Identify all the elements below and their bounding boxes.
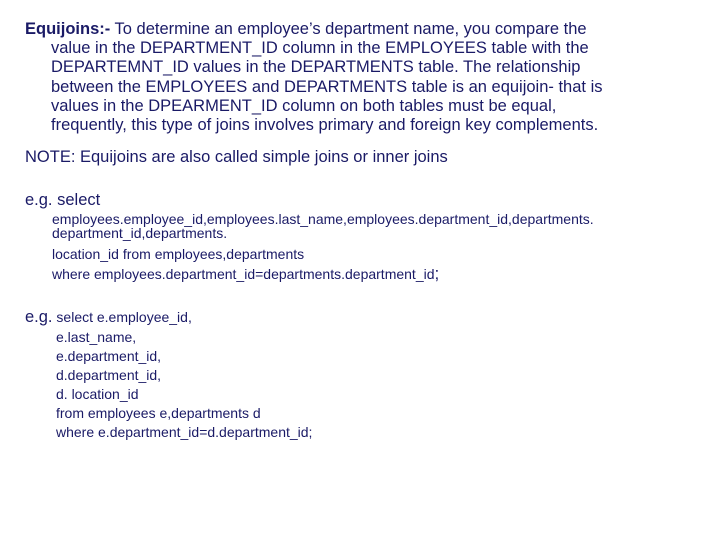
paragraph-line bbox=[25, 20, 705, 39]
example2-eg: e.g. bbox=[25, 308, 53, 326]
example2-sql bbox=[56, 328, 312, 442]
sql-line: location_id from employees,departments bbox=[52, 245, 305, 262]
sql-text: where employees.department_id=departments.department_id bbox=[52, 266, 435, 282]
sql-line: e.last_name, bbox=[56, 329, 137, 345]
sql-line: e.department_id, bbox=[56, 348, 162, 364]
paragraph-line: values in the DPEARMENT_ID column on both tables must be equal, bbox=[51, 96, 557, 115]
note-text: NOTE: Equijoins are also called simple joins or inner joins bbox=[25, 148, 448, 166]
sql-line: from employees e,departments d bbox=[56, 405, 261, 421]
sql-line: where e.department_id=d.department_id; bbox=[56, 424, 313, 440]
sql-line: d.department_id, bbox=[56, 367, 162, 383]
example2-label bbox=[25, 308, 192, 327]
example1-label: e.g. select bbox=[25, 191, 101, 209]
paragraph-line: DEPARTEMNT_ID values in the DEPARTMENTS table. The relationship bbox=[51, 58, 581, 77]
sql-line bbox=[52, 264, 594, 285]
example1-sql bbox=[52, 209, 594, 285]
equijoins-term: Equijoins:- bbox=[25, 20, 111, 38]
sql-line: d. location_id bbox=[56, 386, 139, 402]
equijoins-paragraph bbox=[25, 20, 705, 135]
paragraph-line: between the EMPLOYEES and DEPARTMENTS table is an equijoin- that is bbox=[51, 77, 603, 96]
paragraph-text: To determine an employee’s department name, you compare the bbox=[110, 20, 587, 38]
example2-first-line: select e.employee_id, bbox=[52, 309, 192, 325]
sql-semicolon: ; bbox=[434, 264, 440, 283]
paragraph-line: frequently, this type of joins involves primary and foreign key complements. bbox=[51, 116, 599, 135]
paragraph-line: value in the DEPARTMENT_ID column in the EMPLOYEES table with the bbox=[51, 39, 589, 58]
sql-line: department_id,departments. bbox=[52, 224, 228, 241]
sql-line: employees.employee_id,employees.last_name,employees.department_id,departments. bbox=[52, 211, 594, 227]
